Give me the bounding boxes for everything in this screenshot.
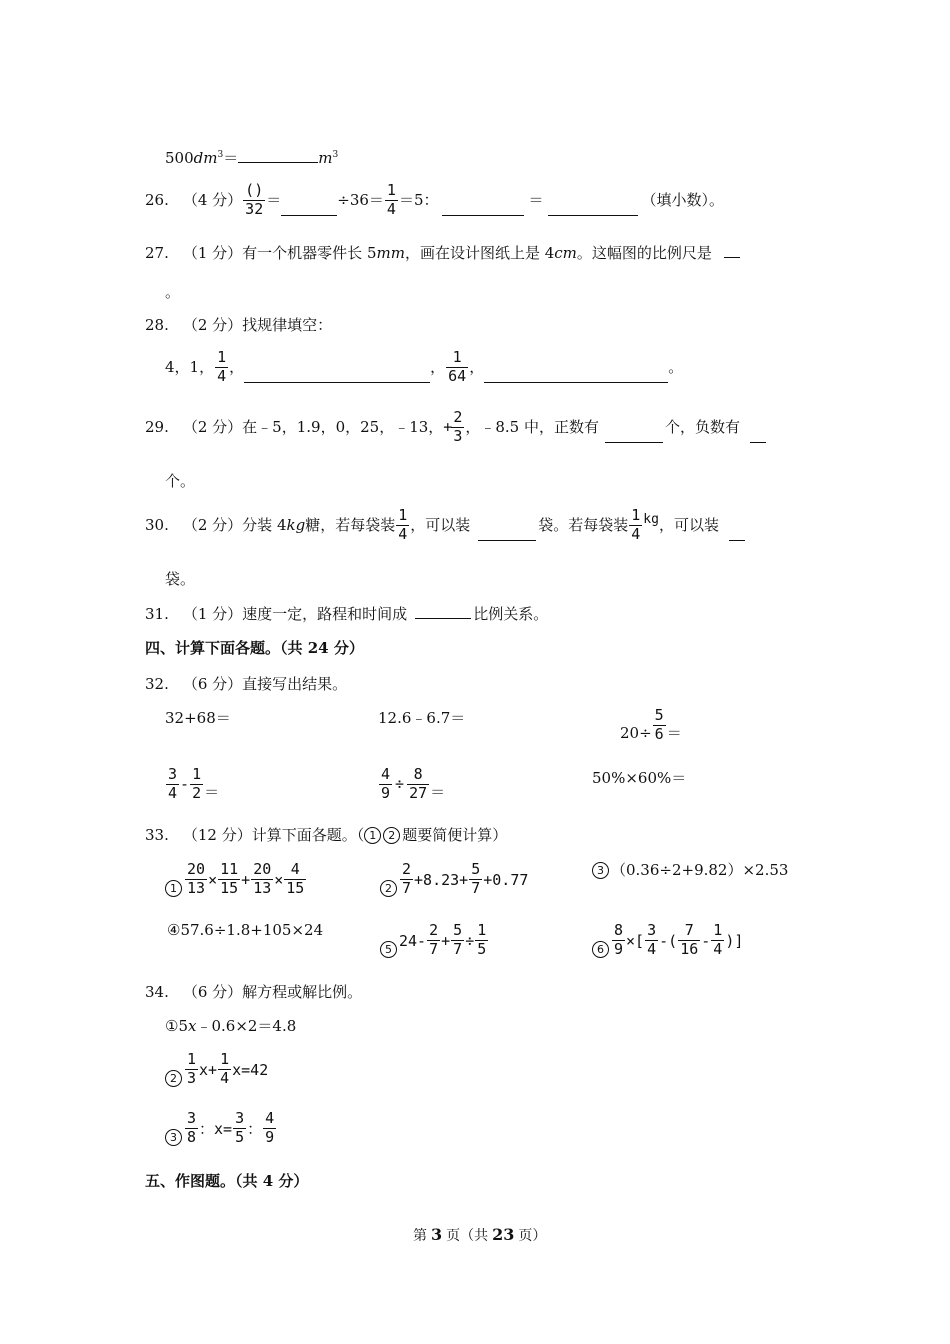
close-bracket: )] (725, 931, 744, 950)
text: 比例关系。 (473, 605, 549, 623)
text: x+ (199, 1060, 218, 1079)
circled-number: 3 (592, 862, 609, 879)
times-bracket: ×[ (626, 931, 645, 950)
q25-value: 500 (165, 149, 194, 167)
q25-blank[interactable] (238, 150, 318, 163)
q-score: （6 分） (182, 675, 243, 693)
q25-exp2: 3 (332, 150, 339, 160)
value: 5 (366, 244, 377, 262)
text: （0.36÷2+9.82）×2.53 (611, 861, 789, 879)
footer-text: 第 (413, 1228, 427, 1244)
unit: cm (554, 244, 577, 262)
text: ，可以装 (658, 515, 719, 534)
q-number: 28. (145, 316, 169, 334)
text: ①5 (165, 1017, 188, 1035)
question-30 (145, 508, 745, 543)
text: 个，负数有 (664, 417, 740, 436)
q-number: 26. (145, 190, 169, 209)
plus-sign: + (443, 417, 453, 436)
q-number: 32. (145, 675, 169, 693)
q-number: 27. (145, 244, 169, 262)
unit: mm (376, 244, 405, 262)
total-pages: 23 (492, 1225, 515, 1244)
footer-text: 页（共 (446, 1228, 489, 1244)
fraction: $\frac{8}{9}$ (614, 921, 624, 958)
q32-d (165, 767, 219, 802)
fraction: $\frac{1}{2}$ (192, 765, 202, 802)
q26-blank-3[interactable] (548, 203, 638, 216)
fraction: $\frac{3}{4}$ (168, 765, 178, 802)
text: ，画在设计图纸上是 (404, 244, 545, 262)
text: 有一个机器零件长 (242, 244, 367, 262)
q30-end: 袋。 (165, 570, 196, 588)
question-34 (145, 985, 362, 1000)
circled-number: 1 (364, 827, 381, 844)
fraction: $\frac{4}{9}$ (381, 765, 391, 802)
q-score: （4 分） (182, 190, 243, 209)
q-number: 33. (145, 826, 169, 844)
text: 题要简便计算） (402, 826, 508, 844)
value: 4 (544, 244, 555, 262)
question-31 (145, 606, 548, 622)
eq: ＝ (266, 190, 282, 209)
eq: ＝ (528, 190, 544, 209)
fraction: $\frac{8}{27}$ (409, 765, 428, 802)
fraction: $\frac{2}{7}$ (429, 921, 439, 958)
eq: ＝ (430, 782, 446, 801)
fraction: $\frac{1}{4}$ (713, 921, 723, 958)
seq-start: 4，1， (165, 357, 215, 376)
question-26 (145, 183, 724, 218)
text: +8.23+ (414, 870, 469, 889)
q26-blank-1[interactable] (281, 203, 337, 216)
question-32 (145, 677, 347, 692)
fraction: $\frac{1}{64}$ (448, 348, 467, 385)
comma: ， (430, 357, 446, 376)
q28-sequence (165, 350, 683, 385)
text: 解方程或解比例。 (242, 983, 363, 1001)
section-4-heading: 四、计算下面各题。（共 24 分） (145, 639, 364, 657)
fraction: $\frac{2}{3}$ (453, 408, 463, 445)
q34-e3 (165, 1111, 277, 1146)
fraction: $\frac{4}{15}$ (286, 860, 305, 897)
times: × (208, 870, 218, 889)
text: 袋。若每袋装 (538, 515, 629, 534)
fraction: $\frac{5}{6}$ (654, 706, 664, 743)
circled-number: 6 (592, 941, 609, 958)
fraction: $\frac{1}{4}$ (217, 348, 227, 385)
fraction: $\frac{1}{4}$ (631, 506, 641, 543)
circled-number: 2 (380, 880, 397, 897)
q-score: （2 分） (182, 316, 243, 334)
unit-kg: kg (643, 511, 659, 527)
q33-p2 (380, 862, 528, 897)
q31-blank[interactable] (415, 606, 471, 619)
q27-end: 。 (165, 283, 181, 301)
q29-end: 个。 (165, 472, 196, 490)
page-footer (413, 1227, 546, 1243)
fraction: $\frac{1}{4}$ (220, 1050, 230, 1087)
question-28 (145, 318, 332, 333)
q-score: （1 分） (182, 244, 243, 262)
q34-e1 (165, 1019, 296, 1034)
circled-number: 2 (383, 827, 400, 844)
text: 糖，若每袋装 (305, 515, 396, 534)
fraction: $\frac{11}{15}$ (220, 860, 239, 897)
text: +0.77 (483, 870, 529, 889)
q-number: 34. (145, 983, 169, 1001)
period: 。 (668, 357, 684, 376)
q33-p5 (380, 923, 489, 958)
text: ，可以装 (410, 515, 471, 534)
text: ﹣0.6×2＝4.8 (196, 1017, 297, 1035)
divide: ÷ (395, 774, 405, 793)
eq: ＝ (204, 782, 220, 801)
circled-number: 3 (165, 1129, 182, 1146)
minus: - (701, 931, 711, 950)
variable-x: x (188, 1017, 197, 1035)
q-score: （6 分） (182, 983, 243, 1001)
fraction: $\frac{()}{32}$ (245, 181, 264, 218)
minus: - (180, 774, 190, 793)
question-27 (145, 245, 740, 261)
section-5-heading: 五、作图题。（共 4 分） (145, 1172, 309, 1190)
q33-p4: ④57.6÷1.8+105×24 (167, 921, 324, 939)
q32-e (378, 767, 445, 802)
q34-e2 (165, 1052, 268, 1087)
q-number: 29. (145, 417, 169, 436)
q-score: （1 分） (182, 605, 243, 623)
fraction: $\frac{5}{7}$ (471, 860, 481, 897)
fraction: $\frac{7}{16}$ (680, 921, 699, 958)
question-33 (145, 827, 507, 844)
times: × (274, 870, 284, 889)
divide: ÷ (465, 931, 475, 950)
fraction: $\frac{2}{7}$ (402, 860, 412, 897)
text: x=42 (232, 1060, 269, 1079)
text: 20÷ (620, 723, 652, 742)
circled-number: 2 (165, 1070, 182, 1087)
fraction: $\frac{3}{4}$ (647, 921, 657, 958)
q32-c (620, 708, 682, 743)
eq-5: ＝5： (398, 190, 439, 209)
q-number: 30. (145, 515, 169, 534)
plus: + (441, 931, 451, 950)
comma: ， (229, 357, 245, 376)
fraction: $\frac{3}{8}$ (187, 1109, 197, 1146)
q-score: （2 分） (182, 417, 243, 436)
q-score: （2 分） (182, 515, 243, 534)
footer-text: 页） (518, 1228, 547, 1244)
q33-p3 (592, 862, 788, 879)
q29-blank-1[interactable] (605, 430, 663, 443)
fraction: $\frac{3}{5}$ (235, 1109, 245, 1146)
fraction: $\frac{4}{9}$ (265, 1109, 275, 1146)
div-36: ÷36＝ (337, 190, 384, 209)
text: 直接写出结果。 (242, 675, 348, 693)
q30-blank-2[interactable] (729, 528, 745, 541)
fraction: $\frac{1}{4}$ (398, 506, 408, 543)
unit: kg (286, 515, 306, 534)
eq: ＝ (666, 723, 682, 742)
text: 速度一定，路程和时间成 (242, 605, 408, 623)
text: ，﹣8.5 中，正数有 (465, 417, 599, 436)
text: 。这幅图的比例尺是 (576, 244, 712, 262)
fraction: $\frac{1}{3}$ (187, 1050, 197, 1087)
q30-blank-1[interactable] (478, 528, 536, 541)
q33-p6 (592, 923, 743, 958)
q25-unit-dm: dm (193, 149, 218, 167)
fraction: $\frac{1}{4}$ (386, 181, 396, 218)
q28-blank-2[interactable] (484, 370, 668, 383)
fraction: $\frac{20}{13}$ (187, 860, 206, 897)
circled-number: 1 (165, 880, 182, 897)
q-score: （12 分） (182, 826, 252, 844)
text: 分装 4 (242, 515, 287, 534)
text: 24- (399, 931, 427, 950)
q25-line (165, 150, 338, 166)
q25-unit-m: m (318, 149, 333, 167)
text: 计算下面各题。（ (251, 826, 365, 844)
page-number: 3 (431, 1225, 443, 1244)
text: 在﹣5，1.9，0，25，﹣13， (242, 417, 444, 436)
q25-eq: ＝ (223, 149, 239, 167)
q33-p1 (165, 862, 307, 897)
q26-blank-2[interactable] (442, 203, 524, 216)
q32-b: 12.6﹣6.7＝ (378, 709, 466, 727)
q32-f: 50%×60%＝ (592, 769, 687, 787)
circled-number: 5 (380, 941, 397, 958)
q32-a: 32+68＝ (165, 709, 231, 727)
comma: ， (469, 357, 485, 376)
text: ：x= (199, 1119, 233, 1138)
q29-blank-2[interactable] (750, 430, 766, 443)
question-29 (145, 410, 766, 445)
fraction: $\frac{5}{7}$ (453, 921, 463, 958)
fraction: $\frac{20}{13}$ (253, 860, 272, 897)
plus: + (241, 870, 251, 889)
minus-paren: -( (659, 931, 678, 950)
q25-exp: 3 (217, 150, 224, 160)
colon: ： (247, 1119, 263, 1138)
text: 找规律填空： (242, 316, 333, 334)
q27-blank[interactable] (724, 245, 740, 258)
q28-blank-1[interactable] (244, 370, 430, 383)
q-number: 31. (145, 605, 169, 623)
fraction: $\frac{1}{5}$ (477, 921, 487, 958)
hint: （填小数）。 (641, 190, 725, 209)
